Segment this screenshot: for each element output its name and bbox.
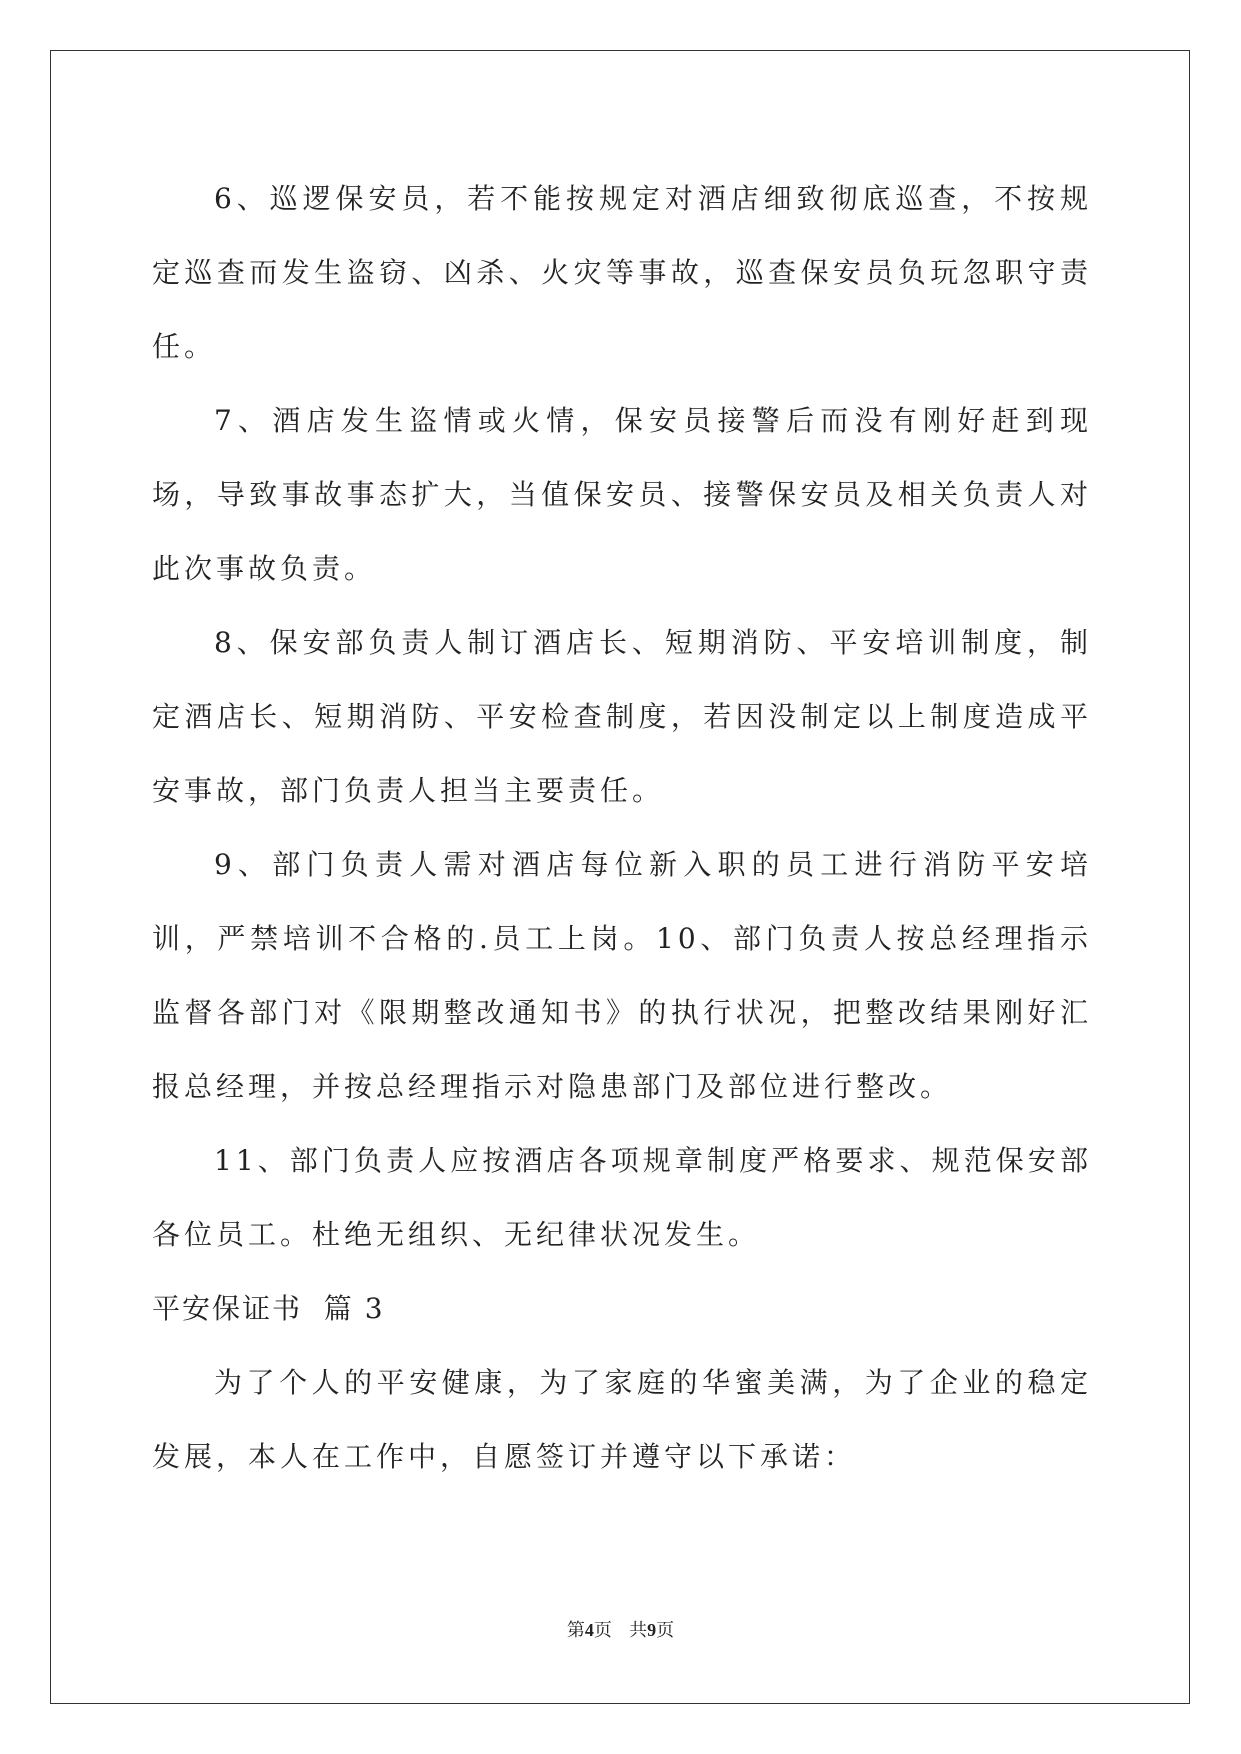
section-heading: 平安保证书 篇 3 <box>152 1292 385 1325</box>
intro-paragraph: 为了个人的平安健康，为了家庭的华蜜美满，为了企业的稳定发展，本人在工作中，自愿签订并遵守以下承诺： <box>152 1366 1092 1473</box>
page-footer <box>0 1618 1241 1643</box>
footer-total-suffix: 页 <box>656 1620 675 1641</box>
footer-prefix: 第 <box>566 1620 585 1641</box>
footer-total-prefix: 共 <box>629 1620 648 1641</box>
paragraph-item-8: 8、保安部负责人制订酒店长、短期消防、平安培训制度，制定酒店长、短期消防、平安检查制度，若因没制定以上制度造成平安事故，部门负责人担当主要责任。 <box>152 626 1092 807</box>
footer-page-suffix: 页 <box>593 1620 612 1641</box>
current-page-number: 4 <box>584 1620 594 1640</box>
paragraph-item-7: 7、酒店发生盗情或火情，保安员接警后而没有刚好赶到现场，导致事故事态扩大，当值保安员、接警保安员及相关负责人对此次事故负责。 <box>152 404 1092 585</box>
paragraph-item-6: 6、巡逻保安员，若不能按规定对酒店细致彻底巡查，不按规定巡查而发生盗窃、凶杀、火灾等事故，巡查保安员负玩忽职守责任。 <box>152 182 1092 363</box>
paragraph-item-9-10: 9、部门负责人需对酒店每位新入职的员工进行消防平安培训，严禁培训不合格的.员工上岗。10、部门负责人按总经理指示监督各部门对《限期整改通知书》的执行状况，把整改结果刚好汇报总经理，并按总经理指示对隐患部门及部位进行整改。 <box>152 848 1092 1103</box>
paragraph-item-11: 11、部门负责人应按酒店各项规章制度严格要求、规范保安部各位员工。杜绝无组织、无纪律状况发生。 <box>152 1144 1092 1251</box>
total-page-count: 9 <box>647 1620 657 1640</box>
document-body <box>152 162 1092 1494</box>
